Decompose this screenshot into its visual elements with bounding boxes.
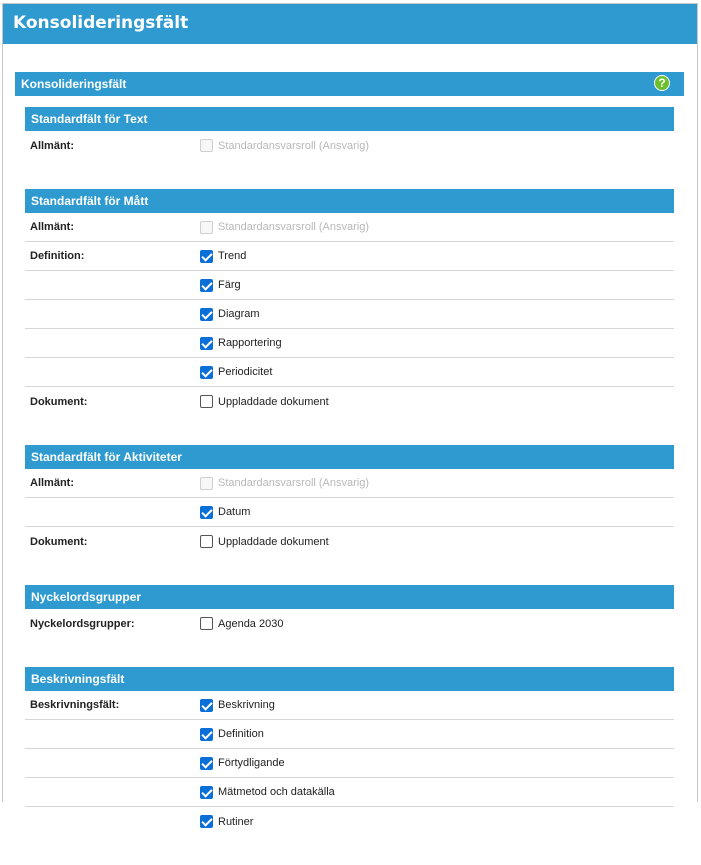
checkbox-label: Rutiner xyxy=(218,815,254,828)
checkbox-option[interactable] xyxy=(200,308,260,321)
checkbox xyxy=(200,139,213,152)
checkbox-label: Standardansvarsroll (Ansvarig) xyxy=(218,139,370,152)
checkbox-option[interactable] xyxy=(200,250,246,263)
setting-row xyxy=(25,807,674,836)
checkbox-option[interactable] xyxy=(200,337,282,350)
section-header: Standardfält för Text xyxy=(25,107,674,131)
row-label: Allmänt: xyxy=(30,221,74,233)
section xyxy=(25,585,674,638)
checkbox-option xyxy=(200,477,369,490)
row-label: Definition: xyxy=(30,250,85,262)
row-label: Allmänt: xyxy=(30,139,74,152)
section-header: Standardfält för Aktiviteter xyxy=(25,445,674,469)
panel-title: Konsolideringsfält xyxy=(21,77,127,91)
checkbox[interactable] xyxy=(200,699,213,712)
checkbox-option[interactable] xyxy=(200,728,264,741)
panel-header xyxy=(15,72,684,96)
checkbox-option[interactable] xyxy=(200,617,283,630)
checkbox-label: Standardansvarsroll (Ansvarig) xyxy=(218,221,370,233)
checkbox[interactable] xyxy=(200,617,213,630)
checkbox-label: Uppladdade dokument xyxy=(218,395,329,408)
checkbox[interactable] xyxy=(200,815,213,828)
checkbox[interactable] xyxy=(200,337,213,350)
checkbox xyxy=(200,221,213,234)
checkbox[interactable] xyxy=(200,786,213,799)
setting-row xyxy=(25,213,674,242)
checkbox[interactable] xyxy=(200,279,213,292)
checkbox-label: Trend xyxy=(218,250,247,262)
setting-row xyxy=(25,300,674,329)
checkbox-label: Definition xyxy=(218,728,264,740)
checkbox-option[interactable] xyxy=(200,815,253,828)
window-title: Konsolideringsfält xyxy=(3,4,697,44)
checkbox-label: Mätmetod och datakälla xyxy=(218,786,335,798)
section xyxy=(25,189,674,416)
section xyxy=(25,667,674,836)
checkbox-option[interactable] xyxy=(200,535,329,548)
checkbox[interactable] xyxy=(200,535,213,548)
help-icon[interactable]: ? xyxy=(654,75,670,91)
checkbox-label: Periodicitet xyxy=(218,366,273,378)
section xyxy=(25,107,674,160)
checkbox-option xyxy=(200,221,369,234)
section-header: Nyckelordsgrupper xyxy=(25,585,674,609)
row-label: Beskrivningsfält: xyxy=(30,699,120,711)
setting-row xyxy=(25,609,674,638)
checkbox-option[interactable] xyxy=(200,786,335,799)
checkbox-option[interactable] xyxy=(200,506,250,519)
window xyxy=(2,3,698,828)
setting-row xyxy=(25,691,674,720)
checkbox-option[interactable] xyxy=(200,279,241,292)
checkbox-label: Rapportering xyxy=(218,337,282,349)
checkbox-label: Förtydligande xyxy=(218,757,285,769)
setting-row xyxy=(25,469,674,498)
setting-row xyxy=(25,358,674,387)
checkbox[interactable] xyxy=(200,728,213,741)
checkbox[interactable] xyxy=(200,366,213,379)
checkbox-option[interactable] xyxy=(200,395,329,408)
setting-row xyxy=(25,329,674,358)
checkbox[interactable] xyxy=(200,757,213,770)
settings-content xyxy=(25,107,674,865)
row-label: Dokument: xyxy=(30,395,88,408)
setting-row xyxy=(25,498,674,527)
row-label: Nyckelordsgrupper: xyxy=(30,617,135,630)
checkbox[interactable] xyxy=(200,506,213,519)
checkbox-label: Uppladdade dokument xyxy=(218,535,329,548)
row-label: Dokument: xyxy=(30,535,88,548)
checkbox-option[interactable] xyxy=(200,366,272,379)
setting-row xyxy=(25,387,674,416)
checkbox xyxy=(200,477,213,490)
checkbox[interactable] xyxy=(200,250,213,263)
checkbox-label: Diagram xyxy=(218,308,260,320)
checkbox[interactable] xyxy=(200,308,213,321)
checkbox[interactable] xyxy=(200,395,213,408)
setting-row xyxy=(25,527,674,556)
checkbox-label: Standardansvarsroll (Ansvarig) xyxy=(218,477,370,489)
setting-row xyxy=(25,242,674,271)
checkbox-option[interactable] xyxy=(200,757,285,770)
section xyxy=(25,445,674,556)
section-header: Standardfält för Mått xyxy=(25,189,674,213)
checkbox-option xyxy=(200,139,369,152)
row-label: Allmänt: xyxy=(30,477,74,489)
checkbox-option[interactable] xyxy=(200,699,275,712)
checkbox-label: Datum xyxy=(218,506,251,518)
checkbox-label: Agenda 2030 xyxy=(218,617,284,630)
setting-row xyxy=(25,271,674,300)
checkbox-label: Beskrivning xyxy=(218,699,275,711)
setting-row xyxy=(25,778,674,807)
setting-row xyxy=(25,131,674,160)
setting-row xyxy=(25,720,674,749)
checkbox-label: Färg xyxy=(218,279,241,291)
section-header: Beskrivningsfält xyxy=(25,667,674,691)
setting-row xyxy=(25,749,674,778)
